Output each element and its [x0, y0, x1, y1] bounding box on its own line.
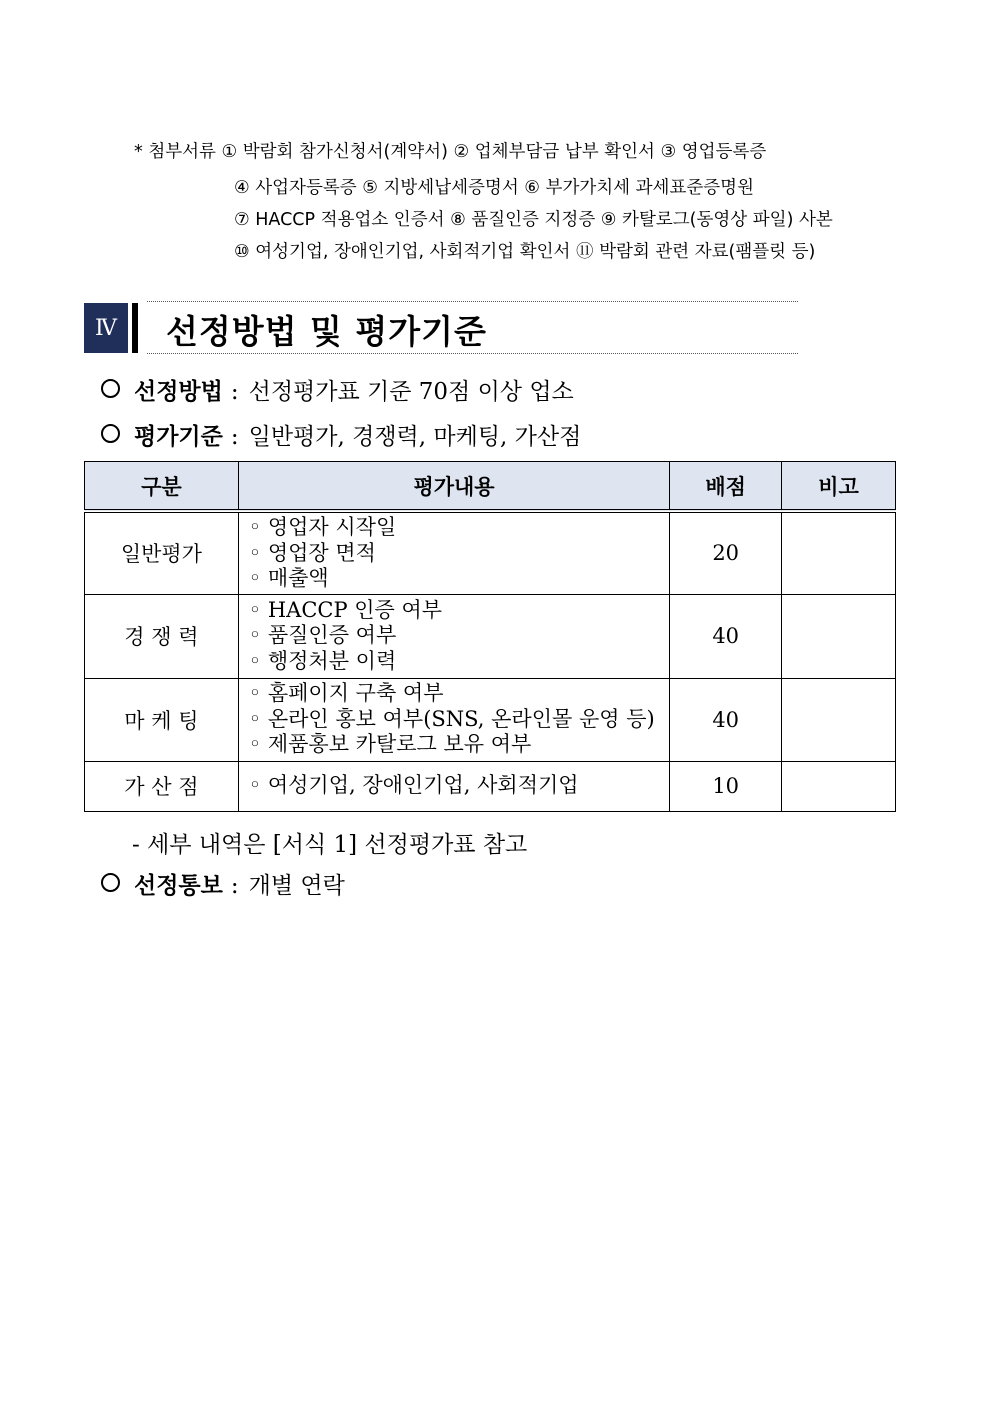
section-bar [132, 303, 138, 353]
table-row [85, 594, 896, 678]
list-item: ◦ 행정처분 이력 [248, 648, 397, 673]
list-item: ◦ 매출액 [248, 566, 329, 590]
header-remark: 비고 [782, 462, 896, 512]
row-score: 10 [670, 761, 782, 811]
attachment-line: ④ 사업자등록증 ⑤ 지방세납세증명서 ⑥ 부가가치세 과세표준증명원 [234, 178, 754, 198]
detail-note: - 세부 내역은 [서식 1] 선정평가표 참고 [132, 832, 528, 858]
attachment-line: ⑦ HACCP 적용업소 인증서 ⑧ 품질인증 지정증 ⑨ 카탈로그(동영상 파일) 사본 [234, 210, 833, 230]
list-item: ◦ 영업장 면적 [248, 540, 376, 565]
row-score: 40 [670, 594, 782, 678]
table-row [85, 678, 896, 761]
section-divider-bottom [147, 353, 798, 354]
row-remark [782, 761, 896, 811]
attachment-line: ⑩ 여성기업, 장애인기업, 사회적기업 확인서 ⑪ 박람회 관련 자료(팸플릿 등) [234, 242, 816, 262]
row-category: 일반평가 [85, 511, 239, 594]
attachment-line: * 첨부서류 ① 박람회 참가신청서(계약서) ② 업체부담금 납부 확인서 ③ 영업등록증 [134, 142, 767, 162]
bullet-label: 선정통보 [134, 872, 223, 899]
bullet-text: 일반평가, 경쟁력, 마케팅, 가산점 [248, 424, 582, 450]
circle-bullet-icon [101, 379, 120, 398]
table-header-row [85, 462, 896, 512]
row-category: 마 케 팅 [85, 678, 239, 761]
evaluation-table [84, 461, 896, 812]
row-score: 40 [670, 678, 782, 761]
list-item: ◦ 제품홍보 카탈로그 보유 여부 [248, 732, 532, 757]
criteria-bullet: 평가기준 : 일반평가, 경쟁력, 마케팅, 가산점 [101, 418, 581, 451]
row-items [238, 761, 669, 811]
bullet-text: 선정평가표 기준 70점 이상 업소 [248, 379, 574, 405]
bullet-label: 선정방법 [134, 378, 223, 405]
row-remark [782, 511, 896, 594]
header-content: 평가내용 [238, 462, 669, 512]
row-category: 가 산 점 [85, 761, 239, 811]
circle-bullet-icon [101, 424, 120, 443]
section-number: Ⅳ [84, 303, 128, 353]
bullet-label: 평가기준 [134, 423, 223, 450]
notice-bullet: 선정통보 : 개별 연락 [101, 867, 345, 900]
row-remark [782, 594, 896, 678]
section-title: 선정방법 및 평가기준 [166, 312, 487, 351]
row-score: 20 [670, 511, 782, 594]
section-header [84, 300, 798, 356]
list-item: ◦ HACCP 인증 여부 [248, 597, 443, 622]
table-row [85, 511, 896, 594]
header-score: 배점 [670, 462, 782, 512]
list-item: ◦ 홈페이지 구축 여부 [248, 681, 444, 706]
row-items [238, 594, 669, 678]
list-item: ◦ 온라인 홍보 여부(SNS, 온라인몰 운영 등) [248, 706, 655, 731]
row-category: 경 쟁 력 [85, 594, 239, 678]
row-items [238, 511, 669, 594]
header-category: 구분 [85, 462, 239, 512]
method-bullet: 선정방법 : 선정평가표 기준 70점 이상 업소 [101, 373, 574, 406]
bullet-text: 개별 연락 [248, 873, 345, 899]
list-item: ◦ 영업자 시작일 [248, 515, 397, 539]
section-divider-top [147, 301, 798, 302]
row-remark [782, 678, 896, 761]
row-items [238, 678, 669, 761]
list-item: ◦ 여성기업, 장애인기업, 사회적기업 [248, 773, 579, 798]
circle-bullet-icon [101, 873, 120, 892]
table-row [85, 761, 896, 811]
list-item: ◦ 품질인증 여부 [248, 623, 397, 648]
